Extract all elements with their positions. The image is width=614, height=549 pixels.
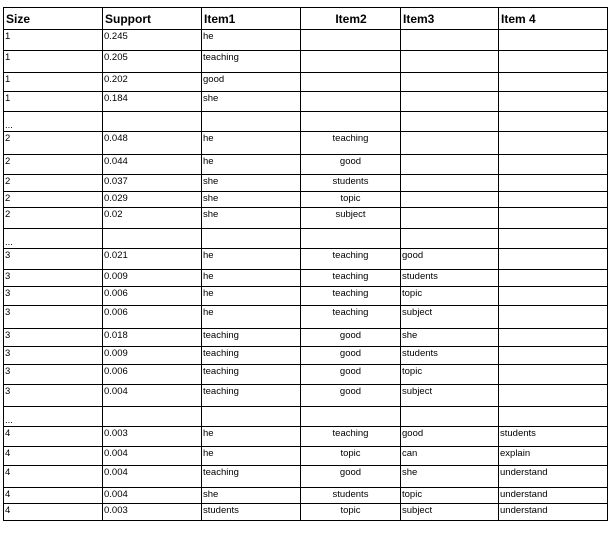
cell-item3: topic [401, 488, 499, 504]
table-row [4, 92, 608, 112]
cell-support: 0.02 [103, 208, 202, 229]
cell-support: 0.245 [103, 30, 202, 51]
cell-item1: he [202, 155, 301, 175]
cell-item1: she [202, 92, 301, 112]
table-row [4, 175, 608, 192]
table-row [4, 132, 608, 155]
cell-item3: she [401, 329, 499, 347]
cell-item3: students [401, 347, 499, 365]
cell-item1: he [202, 270, 301, 287]
cell-item3: good [401, 427, 499, 447]
cell-support: 0.029 [103, 192, 202, 208]
cell-item4 [499, 385, 608, 407]
cell-item1 [202, 112, 301, 132]
cell-item3 [401, 229, 499, 249]
cell-item3: topic [401, 365, 499, 385]
cell-item1: she [202, 208, 301, 229]
table-row [4, 447, 608, 466]
table-row [4, 112, 608, 132]
cell-item3 [401, 155, 499, 175]
cell-size: 3 [4, 347, 103, 365]
cell-item3: good [401, 249, 499, 270]
cell-support: 0.009 [103, 270, 202, 287]
cell-size: 1 [4, 73, 103, 92]
header-row [4, 8, 608, 30]
cell-item2 [301, 30, 401, 51]
cell-item4: students [499, 427, 608, 447]
cell-support: 0.037 [103, 175, 202, 192]
cell-size: 2 [4, 132, 103, 155]
table-row [4, 30, 608, 51]
header-item4: Item 4 [499, 8, 608, 30]
cell-item4 [499, 229, 608, 249]
table-row [4, 407, 608, 427]
cell-size: 4 [4, 427, 103, 447]
cell-item3 [401, 208, 499, 229]
table-row [4, 51, 608, 73]
cell-size: 4 [4, 488, 103, 504]
header-support: Support [103, 8, 202, 30]
cell-size: 3 [4, 365, 103, 385]
table-row [4, 306, 608, 329]
cell-item4 [499, 407, 608, 427]
cell-item4 [499, 132, 608, 155]
cell-support: 0.018 [103, 329, 202, 347]
table-row [4, 385, 608, 407]
table-row [4, 466, 608, 488]
header-item2: Item2 [301, 8, 401, 30]
cell-item4 [499, 329, 608, 347]
cell-item1 [202, 229, 301, 249]
cell-size: 1 [4, 30, 103, 51]
cell-size: 1 [4, 92, 103, 112]
cell-item4 [499, 30, 608, 51]
cell-item2: teaching [301, 249, 401, 270]
table-row [4, 504, 608, 521]
cell-item2: good [301, 466, 401, 488]
cell-item4 [499, 365, 608, 385]
cell-item1: she [202, 192, 301, 208]
cell-item2: topic [301, 504, 401, 521]
table-row [4, 488, 608, 504]
cell-support: 0.003 [103, 427, 202, 447]
header-item1: Item1 [202, 8, 301, 30]
cell-support: 0.048 [103, 132, 202, 155]
table-row [4, 427, 608, 447]
cell-item4: understand [499, 504, 608, 521]
header-item3: Item3 [401, 8, 499, 30]
cell-item2: students [301, 175, 401, 192]
cell-item4 [499, 192, 608, 208]
cell-item3 [401, 192, 499, 208]
cell-item3: can [401, 447, 499, 466]
cell-support: 0.004 [103, 488, 202, 504]
cell-item2: topic [301, 447, 401, 466]
table-row [4, 329, 608, 347]
cell-size: 2 [4, 208, 103, 229]
cell-size: ... [4, 112, 103, 132]
table-row [4, 229, 608, 249]
cell-item2: topic [301, 192, 401, 208]
cell-item2: subject [301, 208, 401, 229]
cell-item1: he [202, 447, 301, 466]
cell-item2: good [301, 329, 401, 347]
cell-item3 [401, 30, 499, 51]
table-row [4, 208, 608, 229]
cell-size: 4 [4, 466, 103, 488]
cell-item2 [301, 407, 401, 427]
cell-item1: she [202, 175, 301, 192]
cell-size: ... [4, 407, 103, 427]
cell-size: 2 [4, 175, 103, 192]
cell-support: 0.004 [103, 466, 202, 488]
cell-item2 [301, 92, 401, 112]
cell-support: 0.205 [103, 51, 202, 73]
table-row [4, 192, 608, 208]
cell-size: 3 [4, 270, 103, 287]
cell-item3 [401, 51, 499, 73]
header-size: Size [4, 8, 103, 30]
cell-item2 [301, 51, 401, 73]
cell-item2 [301, 73, 401, 92]
cell-item4: understand [499, 466, 608, 488]
cell-item2: good [301, 385, 401, 407]
cell-item1 [202, 407, 301, 427]
cell-item1: he [202, 249, 301, 270]
itemset-table [3, 7, 608, 521]
cell-item4 [499, 73, 608, 92]
cell-item1: he [202, 132, 301, 155]
cell-size: 4 [4, 504, 103, 521]
table-row [4, 73, 608, 92]
cell-item3 [401, 175, 499, 192]
cell-item4 [499, 112, 608, 132]
cell-item3 [401, 92, 499, 112]
cell-support: 0.003 [103, 504, 202, 521]
cell-item1: teaching [202, 385, 301, 407]
cell-item2: teaching [301, 427, 401, 447]
cell-item3 [401, 73, 499, 92]
cell-item2: teaching [301, 287, 401, 306]
cell-item3: topic [401, 287, 499, 306]
cell-support: 0.202 [103, 73, 202, 92]
cell-item3 [401, 132, 499, 155]
cell-size: 4 [4, 447, 103, 466]
cell-support: 0.004 [103, 447, 202, 466]
cell-item1: good [202, 73, 301, 92]
cell-support: 0.044 [103, 155, 202, 175]
cell-size: 3 [4, 385, 103, 407]
cell-size: 3 [4, 249, 103, 270]
cell-item3: she [401, 466, 499, 488]
cell-support: 0.006 [103, 306, 202, 329]
cell-item1: he [202, 287, 301, 306]
cell-size: 1 [4, 51, 103, 73]
cell-item1: teaching [202, 51, 301, 73]
cell-item2 [301, 229, 401, 249]
cell-item4 [499, 287, 608, 306]
cell-item2: good [301, 155, 401, 175]
table-row [4, 155, 608, 175]
cell-item4 [499, 347, 608, 365]
cell-item1: he [202, 30, 301, 51]
cell-item1: he [202, 306, 301, 329]
table-row [4, 249, 608, 270]
cell-support: 0.009 [103, 347, 202, 365]
cell-support: 0.006 [103, 287, 202, 306]
cell-item1: teaching [202, 329, 301, 347]
cell-item4 [499, 51, 608, 73]
cell-size: 3 [4, 329, 103, 347]
cell-item1: teaching [202, 466, 301, 488]
cell-item4 [499, 249, 608, 270]
cell-item1: he [202, 427, 301, 447]
cell-item3 [401, 112, 499, 132]
table-row [4, 287, 608, 306]
cell-support: 0.021 [103, 249, 202, 270]
cell-size: ... [4, 229, 103, 249]
cell-item2 [301, 112, 401, 132]
cell-item2: teaching [301, 306, 401, 329]
cell-item4 [499, 306, 608, 329]
cell-item2: good [301, 347, 401, 365]
cell-item2: teaching [301, 270, 401, 287]
cell-support [103, 112, 202, 132]
cell-item3: subject [401, 385, 499, 407]
cell-support: 0.004 [103, 385, 202, 407]
cell-item3: subject [401, 504, 499, 521]
cell-item2: good [301, 365, 401, 385]
cell-item3 [401, 407, 499, 427]
cell-support: 0.184 [103, 92, 202, 112]
cell-item1: teaching [202, 347, 301, 365]
cell-size: 3 [4, 306, 103, 329]
cell-size: 2 [4, 192, 103, 208]
cell-item3: students [401, 270, 499, 287]
cell-item4: explain [499, 447, 608, 466]
table-row [4, 365, 608, 385]
cell-item4 [499, 270, 608, 287]
cell-item2: teaching [301, 132, 401, 155]
cell-item1: students [202, 504, 301, 521]
cell-item1: she [202, 488, 301, 504]
cell-item4 [499, 208, 608, 229]
cell-size: 3 [4, 287, 103, 306]
cell-item4 [499, 92, 608, 112]
cell-item1: teaching [202, 365, 301, 385]
cell-item4 [499, 175, 608, 192]
table-row [4, 347, 608, 365]
cell-support [103, 407, 202, 427]
cell-item3: subject [401, 306, 499, 329]
cell-size: 2 [4, 155, 103, 175]
cell-item4 [499, 155, 608, 175]
cell-support: 0.006 [103, 365, 202, 385]
cell-item2: students [301, 488, 401, 504]
table-row [4, 270, 608, 287]
cell-support [103, 229, 202, 249]
cell-item4: understand [499, 488, 608, 504]
